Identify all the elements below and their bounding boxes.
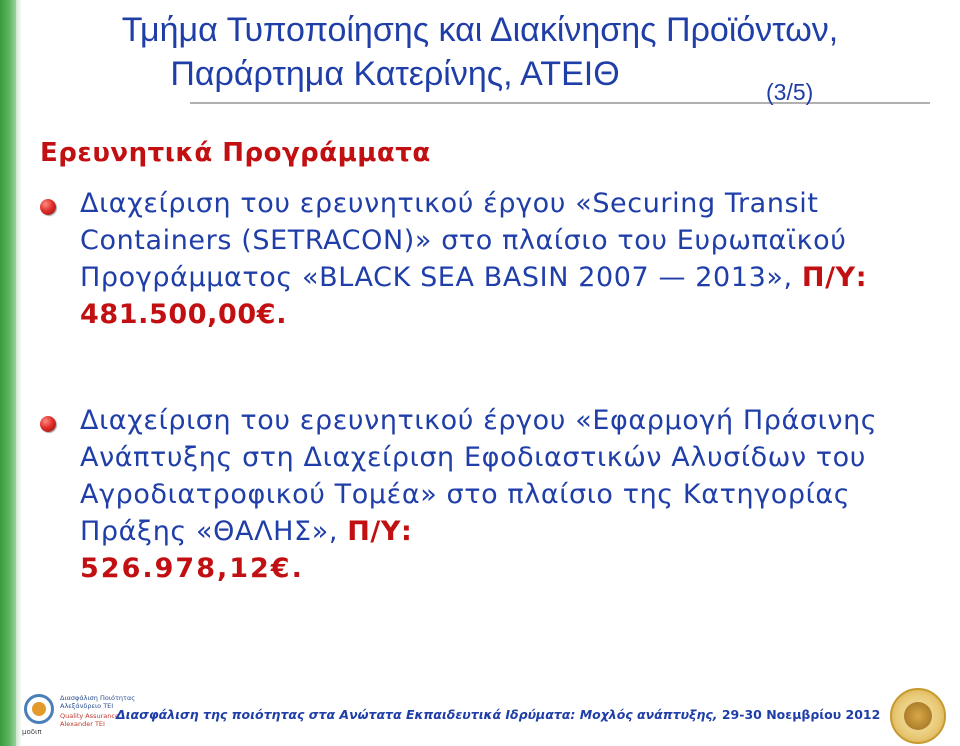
logo-wordmark: μοδιπ (22, 728, 42, 736)
university-seal-icon (890, 688, 946, 744)
item-budget-value: 526.978,12€. (80, 553, 304, 584)
bullet-item-thalis (40, 402, 945, 587)
item-budget: Π/Υ: 481.500,00€. (80, 262, 868, 330)
left-accent-shade (16, 0, 22, 746)
footer-conference-text (116, 707, 880, 722)
logo-core-icon (32, 702, 46, 716)
slide-title (0, 8, 960, 96)
item-description: Διαχείριση του ερευνητικού έργου «Εφαρμογή Πράσινης Ανάπτυξης στη Διαχείριση Εφοδιαστικών Αλυσίδων του Αγροδιατροφικού Τομέα» στο πλαίσιο της Κατηγορίας Πράξης «ΘΑΛΗΣ», (80, 405, 878, 547)
seal-emblem (904, 702, 932, 730)
bullet-dot-icon (40, 199, 56, 215)
title-line-1: Τμήμα Τυποποίησης και Διακίνησης Προϊόντων, (121, 11, 839, 49)
section-heading: Ερευνητικά Προγράμματα (40, 138, 431, 168)
bullet-dot-icon (40, 416, 56, 432)
item-description: Διαχείριση του ερευνητικού έργου «Securing Transit Containers (SETRACON)» στο πλαίσιο του Ευρωπαϊκού Προγράμματος «BLACK SEA BASIN 2007 — 2013», (80, 188, 847, 293)
title-line-2: Παράρτημα Κατερίνης, ΑΤΕΙΘ (170, 55, 620, 93)
footer-title: Διασφάλιση της ποιότητας στα Ανώτατα Εκπαιδευτικά Ιδρύματα: Μοχλός ανάπτυξης, (116, 707, 718, 722)
left-accent-bar (0, 0, 16, 746)
bullet-text (80, 185, 945, 333)
bullet-text (80, 402, 945, 587)
slide-counter: (3/5) (766, 79, 814, 105)
logo-caption-line: Διασφάλιση Ποιότητας (60, 694, 136, 702)
item-budget-label: Π/Υ: (347, 516, 413, 547)
logo-caption-line: Αλεξάνδρειο ΤΕΙ (60, 702, 114, 710)
title-separator (190, 102, 930, 104)
logo-caption-line: Alexander TEI (60, 720, 105, 728)
logo-caption-line: Quality Assurance (60, 712, 119, 720)
bullet-item-setracon (40, 185, 945, 333)
footer-date: 29-30 Νοεμβρίου 2012 (721, 707, 881, 722)
